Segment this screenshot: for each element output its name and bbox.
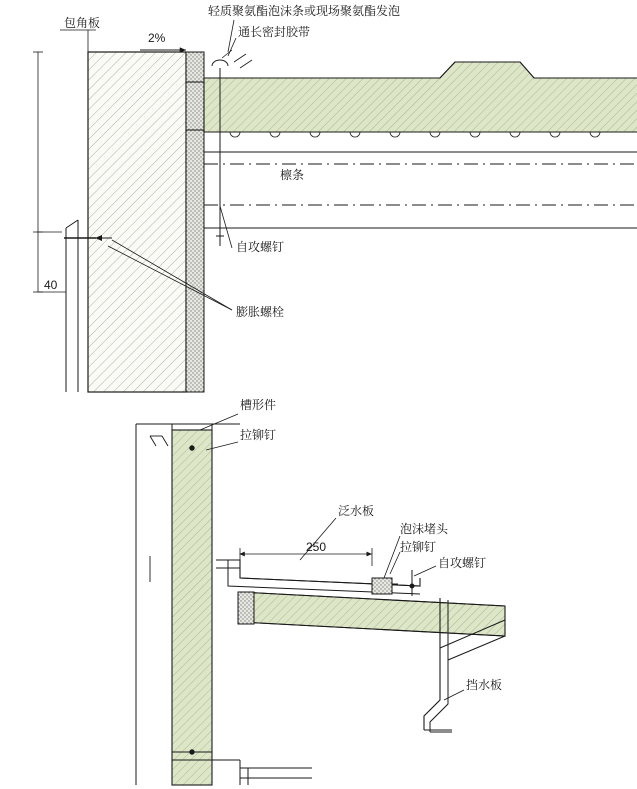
label-water-baffle: 挡水板 xyxy=(466,678,503,692)
dimension-label-250: 250 xyxy=(306,540,327,554)
label-foam-closure: 泡沫堵头 xyxy=(400,522,449,536)
label-flashing-board: 泛水板 xyxy=(338,504,375,518)
label-corner-flashing: 包角板 xyxy=(64,16,101,30)
label-blind-rivet: 拉铆钉 xyxy=(240,428,277,442)
label-expansion-bolt: 膨胀螺栓 xyxy=(236,305,285,319)
dimension-label-40: 40 xyxy=(44,278,58,292)
label-pu-foam-strip: 轻质聚氨酯泡沫条或现场聚氨酯发泡 xyxy=(208,4,401,18)
label-continuous-sealant-tape: 通长密封胶带 xyxy=(238,25,311,39)
label-channel-member: 槽形件 xyxy=(240,398,277,412)
label-percent-slope: 2% xyxy=(148,31,166,45)
bottom-detail-group xyxy=(136,414,505,785)
top-detail-group xyxy=(33,20,637,392)
label-self-tapping-screw: 自攻螺钉 xyxy=(236,240,285,254)
label-blind-rivet-2: 拉铆钉 xyxy=(400,540,437,554)
label-self-tapping-screw-2: 自攻螺钉 xyxy=(438,556,487,570)
label-purlin: 檩条 xyxy=(280,168,305,182)
